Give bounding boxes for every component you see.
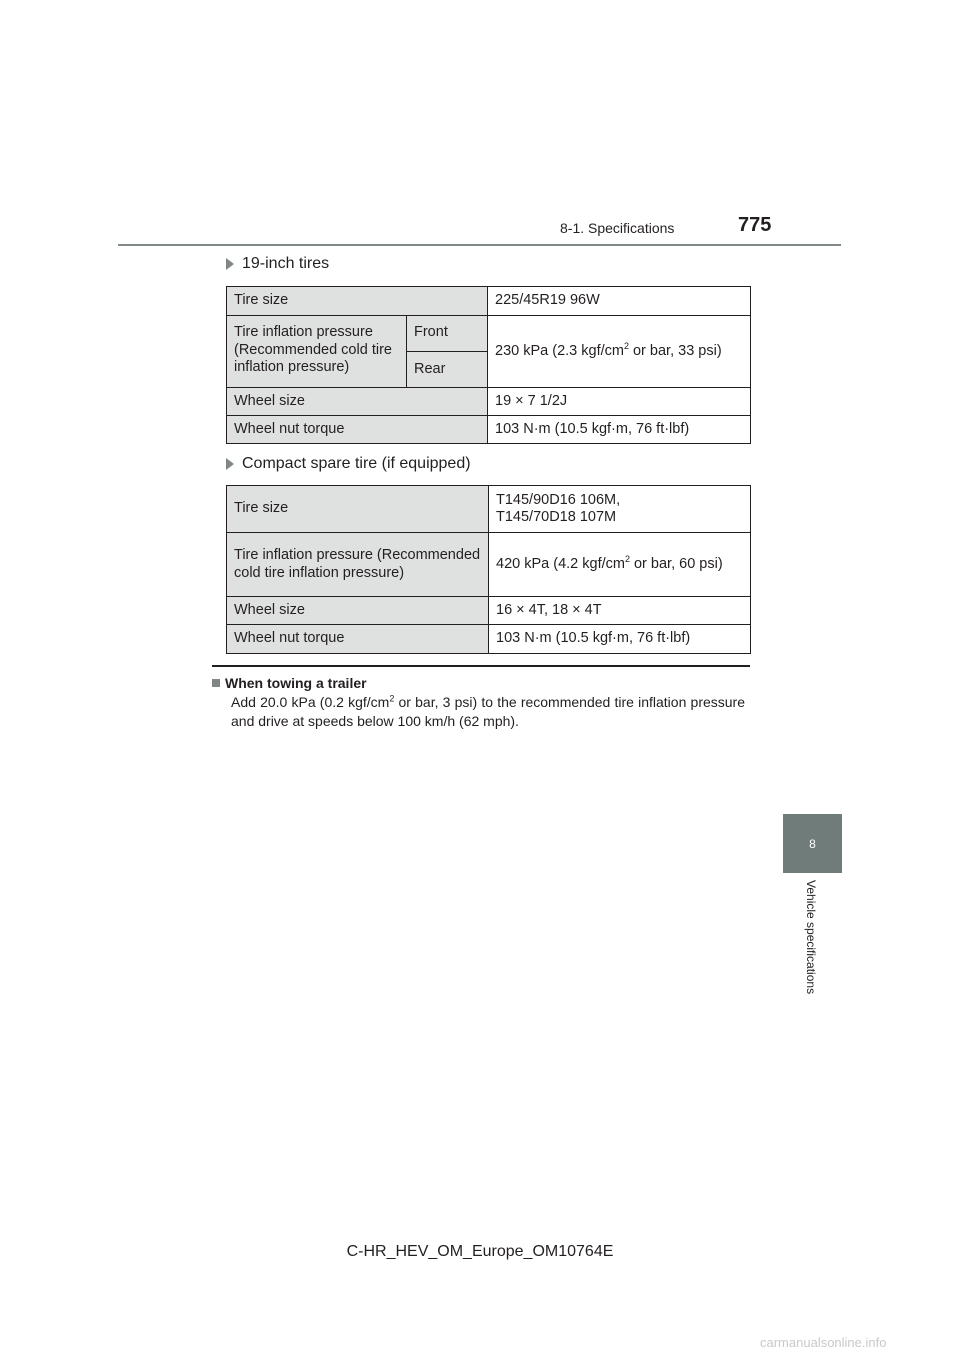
table-row (227, 287, 751, 316)
chapter-tab (783, 814, 842, 873)
tire-size-value: 225/45R19 96W (488, 287, 751, 316)
nut-torque-value: 103 N·m (10.5 kgf·m, 76 ft·lbf) (488, 416, 751, 444)
spare-tire-size-label: Tire size (227, 486, 489, 533)
spare-nut-torque-label: Wheel nut torque (227, 625, 489, 654)
nut-torque-label: Wheel nut torque (227, 416, 488, 444)
spare-inflation-label: Tire inflation pressure (Recommended cold tire inflation pressure) (227, 533, 489, 597)
table-compact-spare-tire (226, 485, 751, 654)
header-divider (118, 244, 841, 246)
table-row (227, 416, 751, 444)
spare-wheel-size-label: Wheel size (227, 597, 489, 625)
heading-compact-spare-tire (226, 455, 471, 473)
chapter-title: Vehicle specifications (804, 880, 818, 995)
spare-tire-size-value: T145/90D16 106M, T145/70D18 107M (489, 486, 751, 533)
table-row (227, 316, 751, 352)
wheel-size-value: 19 × 7 1/2J (488, 388, 751, 416)
rear-label: Rear (407, 352, 488, 388)
page-number: 775 (738, 214, 772, 236)
triangle-bullet-icon (226, 258, 234, 270)
section-title: 8-1. Specifications (560, 220, 675, 236)
note-body: Add 20.0 kPa (0.2 kgf/$cm^2$ or bar, 3 psi) to the recommended tire inflation pressure and drive at speeds below 100 km/h (62 mph). (231, 693, 745, 729)
table-row (227, 533, 751, 597)
watermark: carmanualsonline.info (760, 1335, 887, 1350)
heading-spare-text: Compact spare tire (if equipped) (242, 455, 471, 472)
note-title-text: When towing a trailer (225, 675, 367, 691)
chapter-tab-label (798, 880, 828, 1020)
note-divider (212, 665, 750, 667)
chapter-number: 8 (809, 836, 816, 851)
wheel-size-label: Wheel size (227, 388, 488, 416)
inflation-pressure-value: 230 kPa (2.3 kgf/$cm^2$ or bar, 33 psi) (488, 316, 751, 388)
table-row (227, 388, 751, 416)
heading-19inch-text: 19-inch tires (242, 255, 330, 272)
spare-inflation-value: 420 kPa (4.2 kgf/$cm^2$ or bar, 60 psi) (489, 533, 751, 597)
inflation-pressure-label: Tire inflation pressure (Recommended cold tire inflation pressure) (227, 316, 407, 388)
front-label: Front (407, 316, 488, 352)
heading-19inch-tires (226, 255, 329, 273)
tire-size-label: Tire size (227, 287, 488, 316)
spare-nut-torque-value: 103 N·m (10.5 kgf·m, 76 ft·lbf) (489, 625, 751, 654)
square-bullet-icon (212, 679, 220, 687)
table-row (227, 625, 751, 654)
table-row (227, 486, 751, 533)
triangle-bullet-icon (226, 458, 234, 470)
table-19inch-tires (226, 286, 751, 444)
table-row (227, 597, 751, 625)
document-footer: C-HR_HEV_OM_Europe_OM10764E (346, 1243, 614, 1260)
spare-wheel-size-value: 16 × 4T, 18 × 4T (489, 597, 751, 625)
note-title (212, 675, 367, 691)
